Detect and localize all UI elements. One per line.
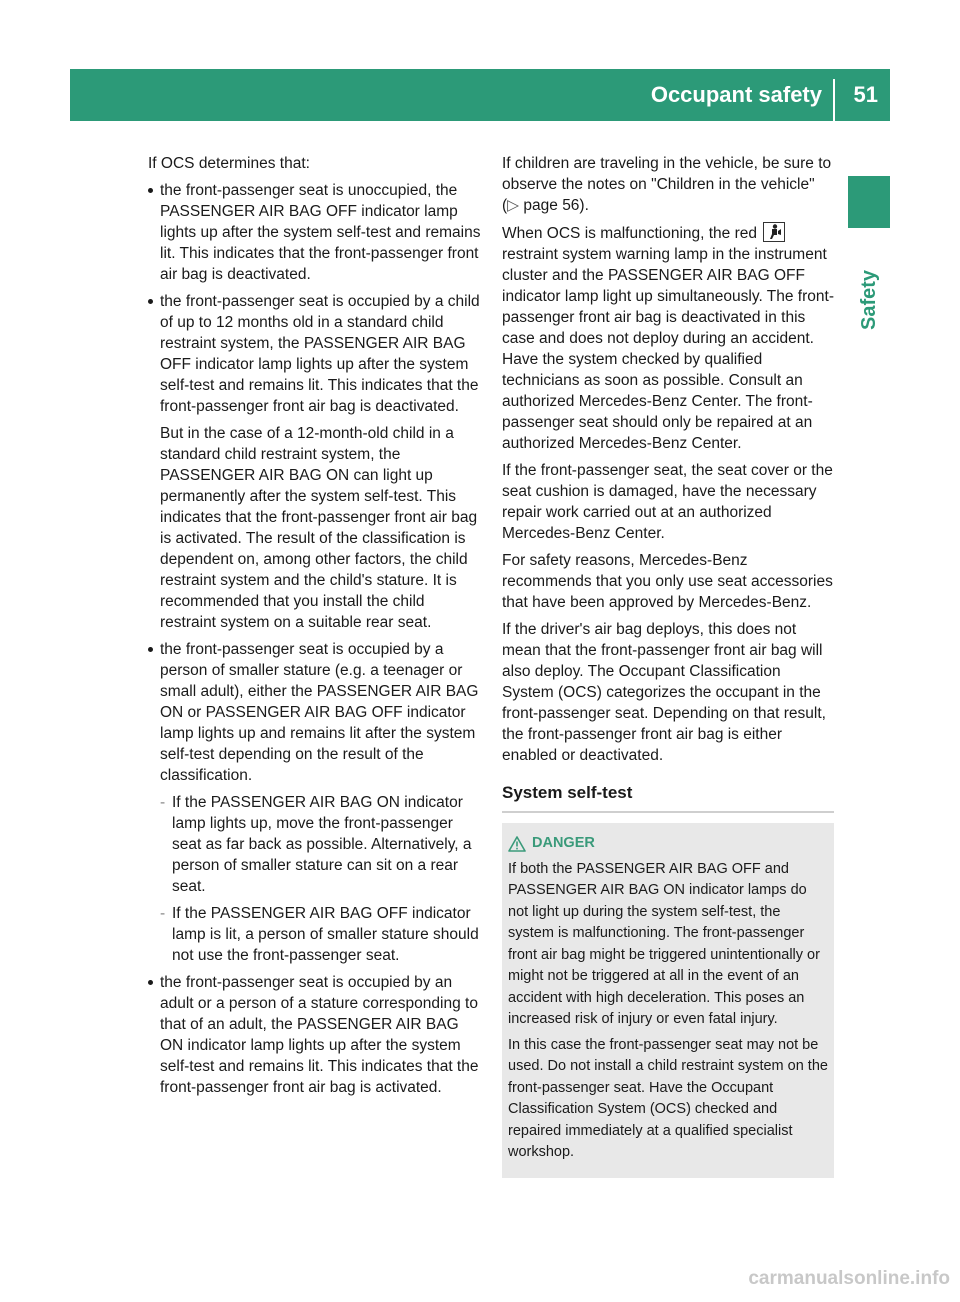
list-item xyxy=(148,639,482,966)
malfunction-text-start: When OCS is malfunctioning, the red xyxy=(502,225,758,242)
warning-triangle-icon xyxy=(508,836,526,852)
children-note-text: If children are traveling in the vehicle, be sure to observe the notes on "Children in the vehicle" ( xyxy=(502,155,832,214)
intro-text: If OCS determines that: xyxy=(148,155,310,172)
list-item xyxy=(148,291,482,633)
danger-text-1: If both the PASSENGER AIR BAG OFF and PASSENGER AIR BAG ON indicator lamps do not light up during the system self-test, the system is malfunctioning. The front-passenger front air bag might be triggered unintentionally or might not be triggered at all in the event of an accident with high deceleration. This poses an increased risk of injury or even fatal injury. xyxy=(508,860,820,1027)
danger-title xyxy=(508,833,828,855)
list-item-text: the front-passenger seat is occupied by a child of up to 12 months old in a standard child restraint system, the PASSENGER AIR BAG OFF indicator lamp lights up after the system self-test and remains lit. This indicates that the front-passenger front air bag is deactivated. xyxy=(160,293,480,415)
list-item-text: the front-passenger seat is occupied by an adult or a person of a stature corresponding to that of an adult, the PASSENGER AIR BAG ON indicator lamp lights up after the system self-test and remains lit. This indicates that the front-passenger front air bag is activated. xyxy=(160,974,479,1096)
page-number: 51 xyxy=(853,82,878,107)
driver-airbag-note: If the driver's air bag deploys, this does not mean that the front-passenger front air bag will also deploy. The Occupant Classification System (OCS) categorizes the occupant in the front-passenger seat. Depending on that result, the front-passenger front air bag is either enabled or deactivated. xyxy=(502,621,826,764)
danger-box xyxy=(502,823,834,1178)
list-item-text: the front-passenger seat is occupied by a person of smaller stature (e.g. a teenager or small adult), either the PASSENGER AIR BAG ON or PASSENGER AIR BAG OFF indicator lamp lights up and remains lit after the system self-test depending on the result of the classification. xyxy=(160,641,479,784)
ocs-result-list xyxy=(148,180,482,1098)
section-tab-marker xyxy=(848,176,890,228)
right-column xyxy=(502,153,834,1178)
header-divider xyxy=(833,79,835,121)
sub-list-item: - If the PASSENGER AIR BAG ON indicator lamp lights up, move the front-passenger seat as far back as possible. Alternatively, a person of smaller stature can sit on a rear seat. xyxy=(160,792,482,897)
accessories-note: For safety reasons, Mercedes-Benz recommends that you only use seat accessories that have been approved by Mercedes-Benz. xyxy=(502,552,833,611)
section-heading: System self-test xyxy=(502,782,834,813)
watermark: carmanualsonline.info xyxy=(748,1268,950,1289)
damaged-seat-note: If the front-passenger seat, the seat cover or the seat cushion is damaged, have the necessary repair work carried out at an authorized Mercedes-Benz Center. xyxy=(502,462,833,542)
chapter-title: Occupant safety xyxy=(650,82,822,107)
section-tab-label: Safety xyxy=(858,269,880,330)
danger-text-2: In this case the front-passenger seat may not be used. Do not install a child restraint system on the front-passenger seat. Have the Occupant Classification System (OCS) checked and repaired immediately at a qualified specialist workshop. xyxy=(508,1036,828,1160)
sub-list xyxy=(160,792,482,966)
list-item-text: the front-passenger seat is unoccupied, the PASSENGER AIR BAG OFF indicator lamp lights up after the system self-test and remains lit. This indicates that the front-passenger front air bag is deactivated. xyxy=(160,182,481,283)
restraint-warning-lamp-icon xyxy=(763,222,785,242)
page-header-bar xyxy=(70,69,890,121)
malfunction-note xyxy=(502,222,834,454)
malfunction-text-end: restraint system warning lamp in the instrument cluster and the PASSENGER AIR BAG OFF indicator lamp light up simultaneously. The front-passenger front air bag is deactivated in this case and does not deploy during an accident. Have the system checked by qualified technicians as soon as possible. Consult an authorized Mercedes-Benz Center. The front-passenger seat should only be repaired at an authorized Mercedes-Benz Center. xyxy=(502,246,834,452)
page-reference-text[interactable]: page 56). xyxy=(519,197,589,214)
sub-list-item: - If the PASSENGER AIR BAG OFF indicator lamp is lit, a person of smaller stature should not use the front-passenger seat. xyxy=(160,903,482,966)
children-note xyxy=(502,153,834,216)
left-column xyxy=(148,153,482,1104)
page-reference-icon: ▷ xyxy=(507,197,520,214)
list-item xyxy=(148,180,482,285)
list-item-continuation: But in the case of a 12-month-old child in a standard child restraint system, the PASSENGER AIR BAG ON can light up permanently after the system self-test. This indicates that the front-passenger front air bag is activated. The result of the classification is dependent on, among other factors, the child restraint system and the child's stature. It is recommended that you install the child restraint system on a suitable rear seat. xyxy=(160,425,478,631)
list-item xyxy=(148,972,482,1098)
danger-title-text: DANGER xyxy=(532,835,595,851)
